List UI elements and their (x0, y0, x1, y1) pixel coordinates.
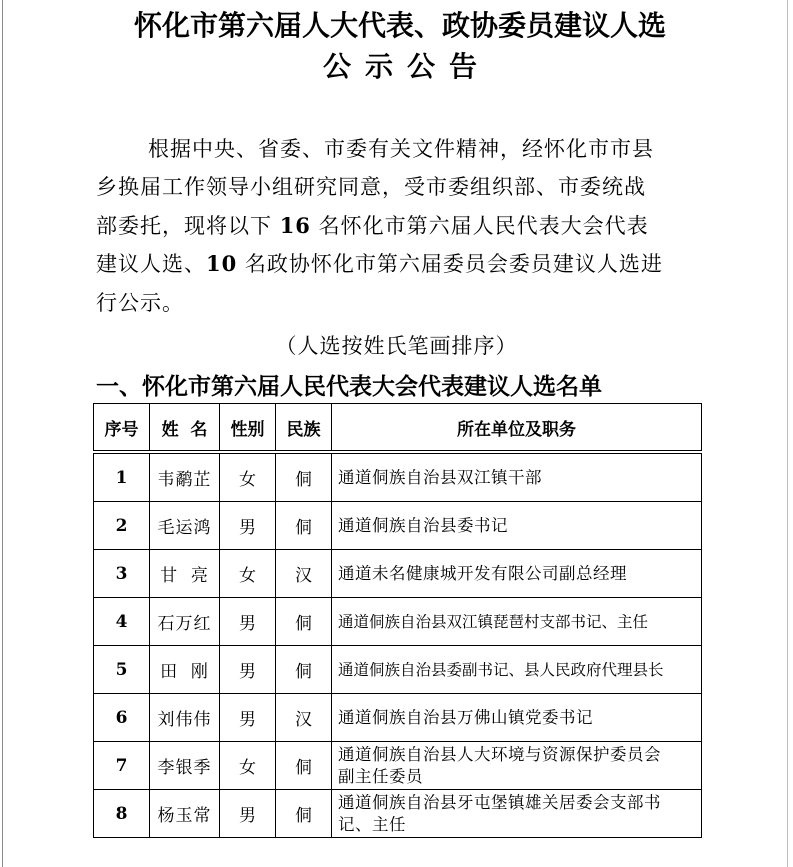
cell-position: 通道侗族自治县万佛山镇党委书记 (332, 694, 702, 742)
header-gender: 性别 (220, 404, 276, 453)
cell-gender: 男 (220, 790, 276, 838)
table-row (94, 550, 702, 598)
cell-position: 通道侗族自治县牙屯堡镇雄关居委会支部书记、主任 (332, 790, 702, 838)
cell-ethnicity: 侗 (276, 790, 332, 838)
cell-gender: 男 (220, 694, 276, 742)
header-name: 姓 名 (150, 404, 220, 453)
delegate-count: 16 (279, 212, 311, 238)
cell-position: 通道侗族自治县委副书记、县人民政府代理县长 (332, 646, 702, 694)
intro-line: 行公示。 (96, 290, 184, 315)
cell-position: 通道侗族自治县双江镇干部 (332, 452, 702, 502)
table-row (94, 790, 702, 838)
table-header-row (94, 404, 702, 453)
cell-name: 韦鹬芷 (150, 452, 220, 502)
cell-name: 甘 亮 (150, 550, 220, 598)
cell-ethnicity: 侗 (276, 598, 332, 646)
intro-line: 根据中央、省委、市委有关文件精神，经怀化市市县 (148, 137, 654, 161)
cell-position: 通道侗族自治县人大环境与资源保护委员会副主任委员 (332, 742, 702, 790)
page-edge-left (2, 0, 3, 867)
cell-ethnicity: 侗 (276, 452, 332, 502)
cell-ethnicity: 汉 (276, 694, 332, 742)
table-row (94, 646, 702, 694)
cell-name: 石万红 (150, 598, 220, 646)
cell-index: 5 (94, 646, 150, 694)
section-heading: 一、怀化市第六届人民代表大会代表建议人选名单 (96, 374, 602, 400)
header-ethnicity: 民族 (276, 404, 332, 453)
table-row (94, 452, 702, 502)
intro-line: 部委托，现将以下 16 名怀化市第六届人民代表大会代表 (96, 212, 649, 238)
cell-index: 7 (94, 742, 150, 790)
intro-line: 建议人选、10 名政协怀化市第六届委员会委员建议人选进 (96, 251, 663, 277)
cell-position: 通道侗族自治县委书记 (332, 502, 702, 550)
cell-ethnicity: 侗 (276, 646, 332, 694)
cell-gender: 女 (220, 550, 276, 598)
cell-index: 4 (94, 598, 150, 646)
cell-index: 2 (94, 502, 150, 550)
cell-name: 李银季 (150, 742, 220, 790)
cell-position: 通道未名健康城开发有限公司副总经理 (332, 550, 702, 598)
header-position: 所在单位及职务 (332, 404, 702, 453)
cell-index: 6 (94, 694, 150, 742)
cell-ethnicity: 汉 (276, 550, 332, 598)
header-index: 序号 (94, 404, 150, 453)
intro-line: 乡换届工作领导小组研究同意，受市委组织部、市委统战 (96, 175, 646, 200)
cell-gender: 男 (220, 502, 276, 550)
sort-note: （人选按姓氏笔画排序） (275, 334, 518, 358)
cell-gender: 女 (220, 452, 276, 502)
cell-index: 8 (94, 790, 150, 838)
cell-name: 杨玉常 (150, 790, 220, 838)
cell-position: 通道侗族自治县双江镇琵琶村支部书记、主任 (332, 598, 702, 646)
intro-paragraph (96, 130, 696, 322)
candidate-table (93, 403, 702, 838)
cell-ethnicity: 侗 (276, 742, 332, 790)
table-row (94, 502, 702, 550)
cell-gender: 男 (220, 598, 276, 646)
document-subtitle: 公示公告 (322, 50, 491, 83)
cell-ethnicity: 侗 (276, 502, 332, 550)
table-row (94, 742, 702, 790)
table-row (94, 694, 702, 742)
page-edge-right (787, 0, 788, 867)
table-row (94, 598, 702, 646)
cell-index: 3 (94, 550, 150, 598)
cell-name: 刘伟伟 (150, 694, 220, 742)
cell-gender: 女 (220, 742, 276, 790)
cell-gender: 男 (220, 646, 276, 694)
cell-name: 田 刚 (150, 646, 220, 694)
cell-index: 1 (94, 452, 150, 502)
cell-name: 毛运鸿 (150, 502, 220, 550)
document-title: 怀化市第六届人大代表、政协委员建议人选 (133, 9, 666, 42)
member-count: 10 (206, 251, 238, 277)
